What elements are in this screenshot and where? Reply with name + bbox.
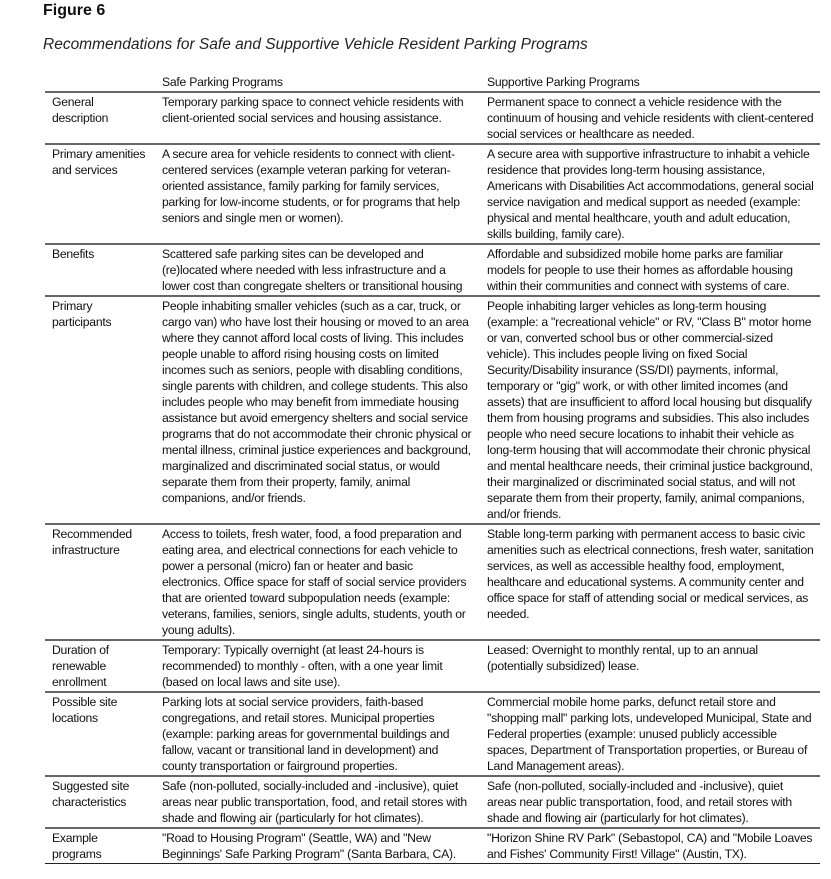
safe-cell: "Road to Housing Program" (Seattle, WA) and "New Beginnings' Safe Parking Program" (Santa Barbara, CA). (155, 828, 480, 864)
row-label: Example programs (45, 828, 155, 864)
row-label: Suggested site characteristics (45, 776, 155, 828)
safe-cell: Scattered safe parking sites can be developed and (re)located where needed with less infrastructure and a lower cost than congregate shelters or transitional housing (155, 244, 480, 296)
supportive-cell: Commercial mobile home parks, defunct retail store and "shopping mall" parking lots, undeveloped Municipal, State and Federal properties (example: unused publicly accessible spaces, Department of Transportation properties, or Bureau of Land Management areas). (480, 692, 820, 776)
safe-cell: Temporary parking space to connect vehicle residents with client-oriented social services and housing assistance. (155, 92, 480, 144)
row-label: General description (45, 92, 155, 144)
supportive-cell: Safe (non-polluted, socially-included and -inclusive), quiet areas near public transportation, food, and retail stores with shade and flowing air (particularly for hot climates). (480, 776, 820, 828)
header-empty (45, 73, 155, 92)
safe-cell: People inhabiting smaller vehicles (such as a car, truck, or cargo van) who have lost their housing or moved to an area where they cannot afford local costs of living. This includes people unable to afford rising housing costs on limited incomes such as seniors, people with disabling conditions, single parents with children, and college students. This also includes people who may benefit from immediate housing assistance but avoid emergency shelters and social service programs that do not accommodate their chronic physical or mental illness, criminal justice experiences and background, marginalized and discriminated social status, or would separate them from their property, family, animal companions, and/or friends. (155, 296, 480, 524)
header-safe: Safe Parking Programs (155, 73, 480, 92)
table-header-row (45, 73, 820, 92)
supportive-cell: Affordable and subsidized mobile home parks are familiar models for people to use their homes as affordable housing within their communities and connect with systems of care. (480, 244, 820, 296)
safe-cell: Safe (non-polluted, socially-included and -inclusive), quiet areas near public transportation, food, and retail stores with shade and flowing air (particularly for hot climates). (155, 776, 480, 828)
table-row (45, 92, 820, 144)
safe-cell: Temporary: Typically overnight (at least 24-hours is recommended) to monthly - often, with a one year limit (based on local laws and site use). (155, 640, 480, 692)
supportive-cell: A secure area with supportive infrastructure to inhabit a vehicle residence that provides long-term housing assistance, Americans with Disabilities Act accommodations, general social service navigation and medical support as needed (example: physical and mental healthcare, youth and adult education, skills building, family care). (480, 144, 820, 244)
row-label: Primary amenities and services (45, 144, 155, 244)
figure-label: Figure 6 (43, 2, 106, 19)
row-label: Recommended infrastructure (45, 524, 155, 640)
row-label: Benefits (45, 244, 155, 296)
row-label: Primary participants (45, 296, 155, 524)
table-row (45, 144, 820, 244)
supportive-cell: Permanent space to connect a vehicle residence with the continuum of housing and vehicle residents with client-centered social services or healthcare as needed. (480, 92, 820, 144)
safe-cell: Access to toilets, fresh water, food, a food preparation and eating area, and electrical connections for each vehicle to power a personal (micro) fan or heater and basic electronics. Office space for staff of social service providers that are oriented toward subpopulation needs (example: veterans, families, seniors, single adults, students, youth or young adults). (155, 524, 480, 640)
supportive-cell: People inhabiting larger vehicles as long-term housing (example: a "recreational vehicle" or RV, "Class B" motor home or van, converted school bus or other commercial-sized vehicle). This includes people living on fixed Social Security/Disability insurance (SS/DI) payments, informal, temporary or "gig" work, or with other limited incomes (and assets) that are insufficient to afford local housing but disqualify them from housing programs and subsidies. This also includes people who need secure locations to inhabit their vehicle as long-term housing that will accommodate their chronic physical and mental healthcare needs, their criminal justice background, their marginalized or discriminated social status, and will not separate them from their property, family, animal companions, and/or friends. (480, 296, 820, 524)
table-row (45, 524, 820, 640)
supportive-cell: Leased: Overnight to monthly rental, up to an annual (potentially subsidized) lease. (480, 640, 820, 692)
safe-cell: Parking lots at social service providers, faith-based congregations, and retail stores. Municipal properties (example: parking areas for governmental buildings and fallow, vacant or transitional land in development) and county transportation or fairground properties. (155, 692, 480, 776)
supportive-cell: Stable long-term parking with permanent access to basic civic amenities such as electrical connections, fresh water, sanitation services, as well as accessible healthy food, employment, healthcare and educational systems. A community center and office space for staff of attending social or medical services, as needed. (480, 524, 820, 640)
row-label: Possible site locations (45, 692, 155, 776)
table-row (45, 776, 820, 828)
table-row (45, 296, 820, 524)
header-supportive: Supportive Parking Programs (480, 73, 820, 92)
table-row (45, 692, 820, 776)
safe-cell: A secure area for vehicle residents to connect with client-centered services (example veteran parking for veteran-oriented assistance, family parking for family services, parking for low-income students, or for programs that help seniors and single men or women). (155, 144, 480, 244)
table-row (45, 244, 820, 296)
table-row (45, 640, 820, 692)
row-label: Duration of renewable enrollment (45, 640, 155, 692)
table-row (45, 828, 820, 864)
recommendations-table (45, 73, 820, 864)
supportive-cell: "Horizon Shine RV Park" (Sebastopol, CA) and "Mobile Loaves and Fishes' Community First! Village" (Austin, TX). (480, 828, 820, 864)
figure-caption: Recommendations for Safe and Supportive Vehicle Resident Parking Programs (43, 36, 588, 53)
